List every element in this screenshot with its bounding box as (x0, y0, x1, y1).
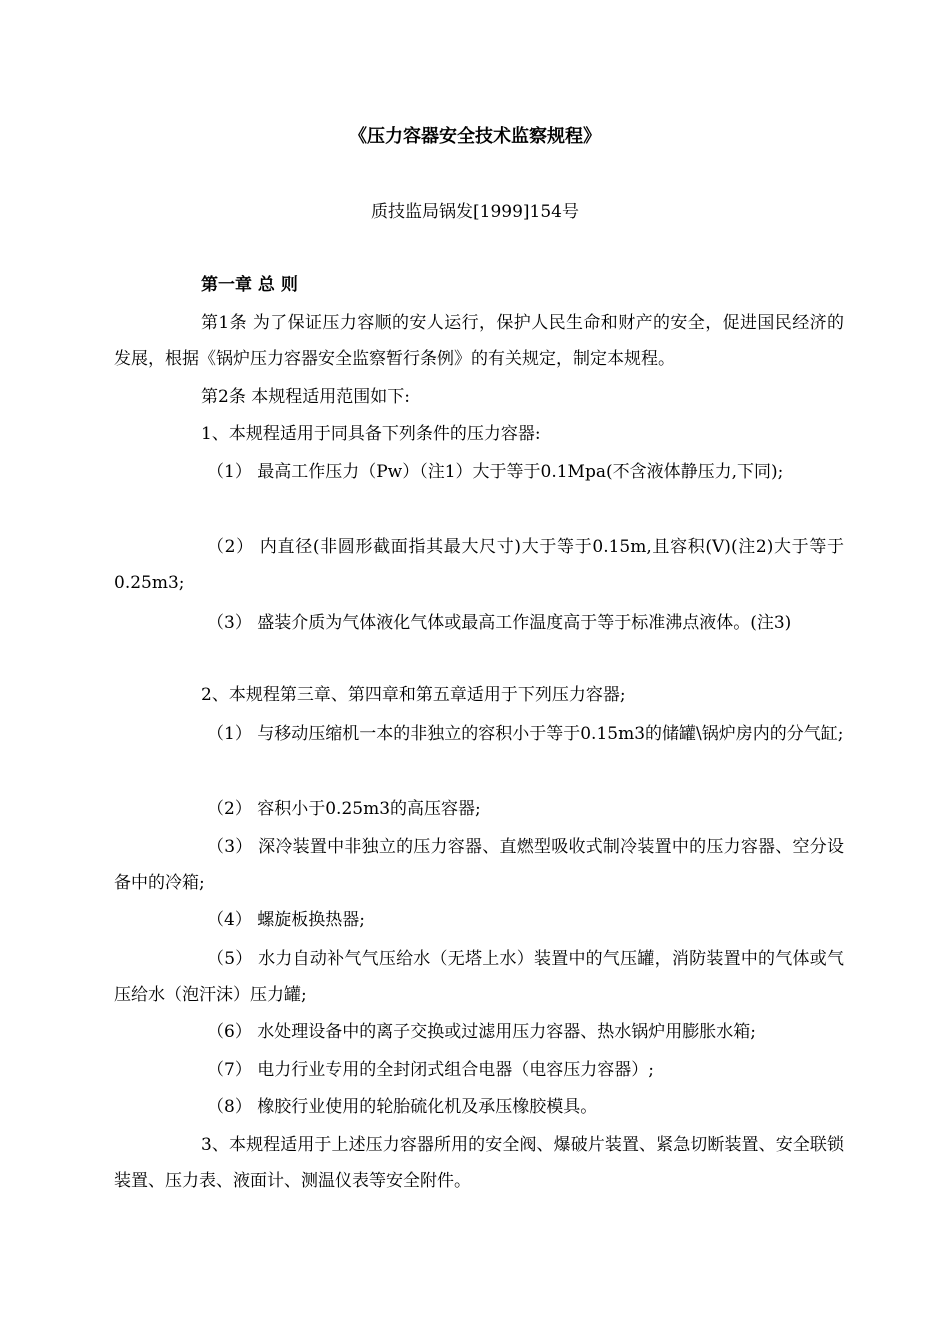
article-1: 第1条 为了保证压力容顺的安人运行，保护人民生命和财产的安全，促进国民经济的发展，根据《锅炉压力容器安全监察暂行条例》的有关规定，制定本规程。 (114, 313, 844, 369)
clause-2-item-1: （1） 与移动压缩机一本的非独立的容积小于等于0.15m3的储罐\锅炉房内的分气缸; (207, 724, 844, 744)
document-title: 《压力容器安全技术监察规程》 (349, 126, 601, 147)
clause-2-item-5: （5） 水力自动补气气压给水（无塔上水）装置中的气压罐，消防装置中的气体或气压给水（泡汗沫）压力罐; (114, 949, 844, 1005)
clause-2-item-4: （4） 螺旋板换热器; (207, 910, 365, 930)
clause-1-item-1: （1） 最高工作压力（Pw）（注1）大于等于0.1Mpa(不含液体静压力,下同); (207, 462, 784, 482)
clause-2-item-3: （3） 深冷装置中非独立的压力容器、直燃型吸收式制冷装置中的压力容器、空分设备中的冷箱; (114, 837, 844, 893)
clause-2-item-8: （8） 橡胶行业使用的轮胎硫化机及承压橡胶模具。 (207, 1097, 598, 1117)
document-number: 质技监局锅发[1999]154号 (371, 202, 579, 222)
clause-1-item-3: （3） 盛装介质为气体液化气体或最高工作温度高于等于标准沸点液体。(注3) (207, 613, 792, 633)
clause-2-item-7: （7） 电力行业专用的全封闭式组合电器（电容压力容器）; (207, 1060, 654, 1080)
clause-1-item-2: （2） 内直径(非圆形截面指其最大尺寸)大于等于0.15m,且容积(V)(注2)大于等于0.25m3; (114, 537, 844, 593)
clause-3: 3、本规程适用于上述压力容器所用的安全阀、爆破片装置、紧急切断装置、安全联锁装置、压力表、液面计、测温仪表等安全附件。 (114, 1135, 844, 1191)
chapter-heading: 第一章 总 则 (201, 275, 298, 295)
clause-1: 1、本规程适用于同具备下列条件的压力容器: (201, 424, 541, 444)
clause-2-item-2: （2） 容积小于0.25m3的高压容器; (207, 799, 481, 819)
clause-2: 2、本规程第三章、第四章和第五章适用于下列压力容器; (201, 685, 626, 705)
clause-2-item-6: （6） 水处理设备中的离子交换或过滤用压力容器、热水锅炉用膨胀水箱; (207, 1022, 756, 1042)
article-2: 第2条 本规程适用范围如下: (201, 387, 410, 407)
